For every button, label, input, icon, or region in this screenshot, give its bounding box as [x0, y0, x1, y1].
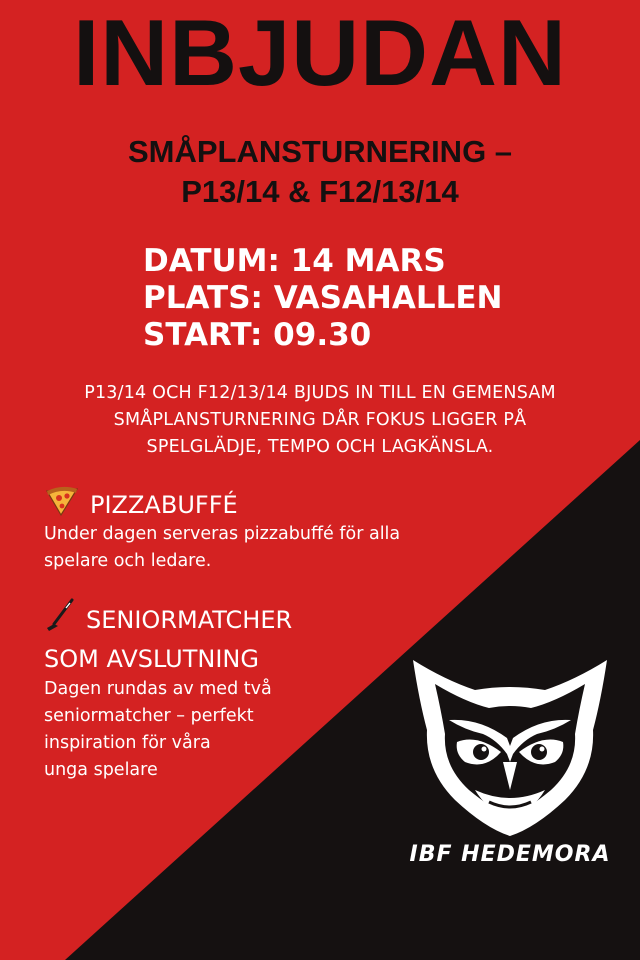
intro-line: SMÅPLANSTURNERING DÅR FOKUS LIGGER PÅ — [113, 410, 527, 430]
senior-text-line: inspiration för våra — [44, 733, 211, 753]
senior-heading-line: SENIORMATCHER — [86, 606, 293, 634]
subtitle — [40, 132, 600, 212]
pizza-icon — [44, 485, 80, 523]
start-line: START: 09.30 — [143, 317, 372, 353]
headline: INBJUDAN — [73, 0, 567, 105]
subtitle-line: P13/14 & F12/13/14 — [181, 174, 459, 209]
floorball-stick-icon — [44, 598, 76, 642]
pizza-section-text — [44, 521, 514, 575]
subtitle-line: SMÅPLANSTURNERING – — [127, 134, 513, 169]
senior-section-heading — [44, 598, 292, 677]
intro-text — [30, 380, 610, 461]
pizza-text-line: spelare och ledare. — [44, 551, 212, 571]
senior-text-line: seniormatcher – perfekt — [44, 706, 254, 726]
senior-text-line: Dagen rundas av med två — [44, 679, 272, 699]
pizza-section-heading — [44, 485, 238, 523]
owl-logo-icon — [405, 650, 615, 840]
intro-line: SPELGLÄDJE, TEMPO OCH LAGKÄNSLA. — [146, 437, 494, 457]
intro-line: P13/14 OCH F12/13/14 BJUDS IN TILL EN GEMENSAM — [84, 383, 556, 403]
pizza-text-line: Under dagen serveras pizzabuffé för alla — [44, 524, 401, 544]
date-line: DATUM: 14 MARS — [143, 243, 446, 279]
senior-text-line: unga spelare — [44, 760, 158, 780]
place-line: PLATS: VASAHALLEN — [143, 280, 503, 316]
senior-section-text — [44, 676, 344, 784]
pizza-heading-text: PIZZABUFFÉ — [90, 491, 238, 519]
logo-text: IBF HEDEMORA — [409, 842, 611, 867]
event-info — [143, 243, 502, 354]
senior-heading-line: SOM AVSLUTNING — [44, 645, 259, 673]
